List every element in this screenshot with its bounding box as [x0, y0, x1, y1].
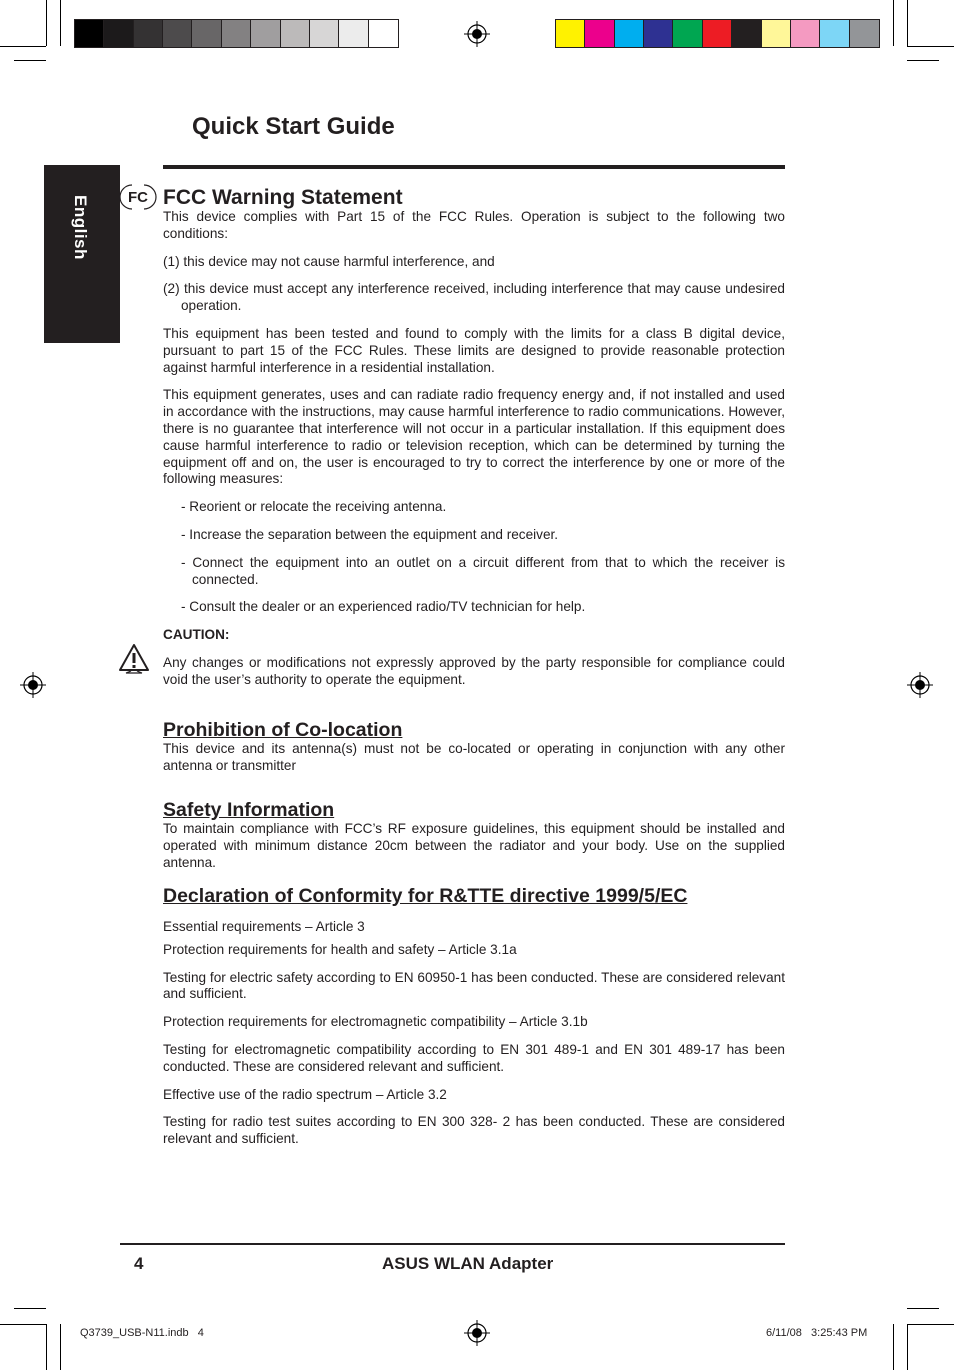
paragraph: This device complies with Part 15 of the FCC Rules. Operation is subject to the following two conditions: — [163, 209, 785, 241]
registration-mark-icon — [20, 672, 46, 698]
measure-item: - Connect the equipment into an outlet on a circuit different from that to which the receiver is connected. — [181, 554, 785, 587]
paragraph: Testing for radio test suites according to EN 300 328- 2 has been conducted. These are considered relevant and sufficient. — [163, 1114, 785, 1147]
color-swatch — [644, 20, 673, 47]
color-swatch — [134, 20, 163, 47]
crop-mark — [893, 1324, 894, 1370]
crop-mark — [46, 1324, 47, 1370]
safety-section — [163, 799, 785, 882]
measure-item: - Increase the separation between the equipment and receiver. — [181, 526, 559, 542]
crop-mark — [0, 1324, 46, 1325]
caution-warning-icon — [117, 642, 151, 674]
color-swatch — [222, 20, 251, 47]
crop-mark — [907, 46, 954, 47]
paragraph: This device and its antenna(s) must not be co-located or operating in conjunction with any other antenna or transmitter — [163, 741, 785, 773]
color-swatch — [369, 20, 398, 47]
crop-mark — [907, 1324, 954, 1325]
crop-mark — [14, 1308, 46, 1309]
color-swatch — [585, 20, 614, 47]
paragraph: Effective use of the radio spectrum – Article 3.2 — [163, 1086, 447, 1102]
colocation-section — [163, 719, 785, 786]
color-swatch — [820, 20, 849, 47]
color-swatch — [732, 20, 761, 47]
section-heading-safety: Safety Information — [163, 799, 335, 821]
page-title: Quick Start Guide — [192, 113, 395, 140]
crop-mark — [907, 1324, 908, 1370]
registration-mark-icon — [464, 1320, 490, 1346]
color-swatch — [703, 20, 732, 47]
color-swatch — [310, 20, 339, 47]
page-number: 4 — [134, 1254, 144, 1273]
paragraph: Protection requirements for electromagnetic compatibility – Article 3.1b — [163, 1014, 588, 1030]
slug-date-info: 6/11/08 3:25:43 PM — [766, 1327, 868, 1339]
color-swatch — [556, 20, 585, 47]
color-calibration-bar — [555, 19, 880, 48]
paragraph: This equipment generates, uses and can radiate radio frequency energy and, if not installed and used in accordance with the instructions, may cause harmful interference to radio communications. However, there is no guarantee that interference will not occur in a particular installation. If this equipment does cause harmful interference to radio or television reception, which can be determined by turning the equipment off and on, the user is encouraged to try to correct the interference by one or more of the following measures: — [163, 387, 785, 487]
color-swatch — [163, 20, 192, 47]
section-heading-colocation: Prohibition of Co-location — [163, 719, 403, 741]
language-tab — [44, 165, 120, 343]
crop-mark — [60, 0, 61, 46]
crop-mark — [907, 1308, 939, 1309]
color-swatch — [281, 20, 310, 47]
crop-mark — [60, 1324, 61, 1370]
color-swatch — [192, 20, 221, 47]
color-swatch — [791, 20, 820, 47]
color-swatch — [762, 20, 791, 47]
measure-item: - Consult the dealer or an experienced radio/TV technician for help. — [181, 599, 586, 615]
paragraph: Protection requirements for health and safety – Article 3.1a — [163, 941, 517, 957]
paragraph: To maintain compliance with FCC’s RF exposure guidelines, this equipment should be installed and operated with minimum distance 20cm between the radiator and your body. Use on the supplied antenna. — [163, 821, 785, 870]
section-heading-conformity: Declaration of Conformity for R&TTE directive 1999/5/EC — [163, 885, 688, 907]
crop-mark — [0, 46, 46, 47]
paragraph: Testing for electromagnetic compatibility according to EN 301 489-1 and EN 301 489-17 has been conducted. These are considered relevant and sufficient. — [163, 1041, 785, 1074]
color-swatch — [673, 20, 702, 47]
registration-mark-icon — [464, 21, 490, 47]
section-heading-fcc: FCC Warning Statement — [163, 186, 403, 209]
header-rule — [163, 165, 785, 169]
footer-title: ASUS WLAN Adapter — [382, 1254, 554, 1273]
color-swatch — [75, 20, 104, 47]
caution-label: CAUTION: — [163, 627, 230, 643]
measure-item: - Reorient or relocate the receiving antenna. — [181, 499, 447, 515]
color-swatch — [850, 20, 879, 47]
color-swatch — [339, 20, 368, 47]
conformity-section — [163, 885, 785, 1159]
footer-rule — [120, 1243, 785, 1245]
slug-file-info: Q3739_USB-N11.indb 4 — [80, 1327, 204, 1339]
paragraph: Essential requirements – Article 3 — [163, 919, 365, 934]
registration-mark-icon — [907, 672, 933, 698]
fcc-section — [163, 187, 785, 700]
caution-text: Any changes or modifications not expressly approved by the party responsible for compliance could void the user’s authority to operate the equipment. — [163, 654, 785, 687]
fcc-logo-icon — [118, 183, 158, 211]
color-swatch — [615, 20, 644, 47]
paragraph: This equipment has been tested and found to comply with the limits for a class B digital device, pursuant to part 15 of the FCC Rules. These limits are designed to provide reasonable protection against harmful interference in a residential installation. — [163, 325, 785, 375]
grayscale-bar — [74, 19, 399, 48]
crop-mark — [46, 0, 47, 46]
color-swatch — [251, 20, 280, 47]
language-tab-label: English — [71, 195, 90, 260]
color-swatch — [104, 20, 133, 47]
condition-item: (2) this device must accept any interference received, including interference that may cause undesired operation. — [163, 281, 785, 314]
condition-item: (1) this device may not cause harmful interference, and — [163, 253, 495, 269]
fcc-logo-text: FC — [128, 189, 148, 206]
crop-mark — [14, 60, 46, 61]
crop-mark — [893, 0, 894, 46]
paragraph: Testing for electric safety according to EN 60950-1 has been conducted. These are considered relevant and sufficient. — [163, 969, 785, 1002]
crop-mark — [907, 60, 939, 61]
crop-mark — [907, 0, 908, 46]
